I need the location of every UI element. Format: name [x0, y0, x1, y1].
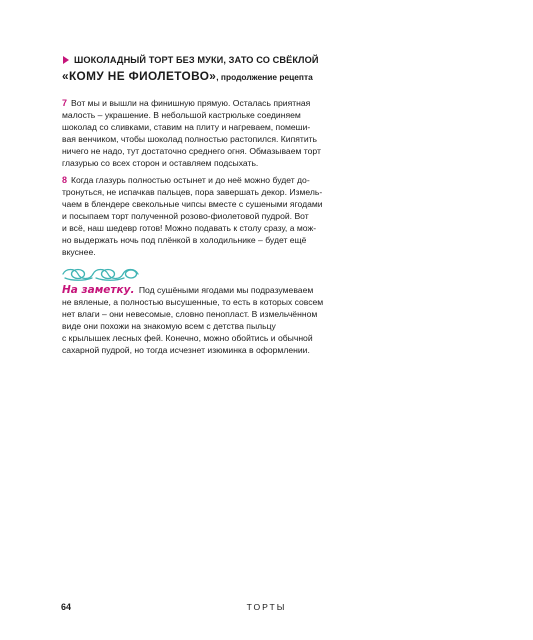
note-block [62, 284, 362, 356]
step-line: шоколад со сливками, ставим на плиту и нагреваем, помеши- [62, 122, 311, 132]
note-line: сахарной пудрой, но тогда исчезнет изюминка в оформлении. [62, 345, 310, 355]
step-number: 8 [62, 175, 68, 185]
step-line: тронуться, не испачкав пальцев, пора завершать декор. Измель- [62, 187, 323, 197]
note-line: с крылышек лесных фей. Конечно, можно обойтись и обычной [62, 333, 313, 343]
recipe-subtitle: ШОКОЛАДНЫЙ ТОРТ БЕЗ МУКИ, ЗАТО СО СВЁКЛОЙ [74, 55, 319, 65]
step-line [62, 97, 387, 109]
page-number: 64 [61, 602, 72, 612]
step-line: ничего не надо, тут достаточно среднего огня. Обмазываем торт [62, 146, 321, 156]
note-line [62, 284, 362, 296]
step-line: вкуснее. [62, 247, 96, 257]
recipe-title-row [62, 69, 482, 84]
recipe-title: «КОМУ НЕ ФИОЛЕТОВО» [62, 69, 217, 83]
recipe-steps [62, 97, 387, 263]
note-line: виде они похожи на знакомую всем с детства пыльцу [62, 321, 276, 331]
step-line: и посыпаем торт полученной розово-фиолетовой пудрой. Вот [62, 211, 309, 221]
recipe-header [62, 54, 482, 84]
step-line: глазурью со всех сторон и оставляем подсыхать. [62, 158, 259, 168]
step-line [62, 174, 387, 186]
note-line: нет влаги – они невесомые, словно пенопласт. В измельчённом [62, 309, 318, 319]
recipe-step-8 [62, 174, 387, 258]
recipe-step-7 [62, 97, 387, 169]
step-text: Вот мы и вышли на финишную прямую. Осталась приятная [71, 98, 311, 108]
note-line: не вяленые, а полностью высушенные, то есть в которых совсем [62, 297, 324, 307]
note-label: На заметку. [62, 284, 135, 296]
step-line: но выдержать ночь под плёнкой в холодильнике – будет ещё [62, 235, 307, 245]
step-line: малость – украшение. В небольшой кастрюльке соединяем [62, 110, 301, 120]
triangle-marker-icon [63, 56, 69, 64]
step-number: 7 [62, 98, 68, 108]
recipe-title-suffix: , продолжение рецепта [216, 72, 313, 82]
recipe-subtitle-row [62, 54, 482, 66]
note-text: Под сушёными ягодами мы подразумеваем [138, 285, 314, 295]
section-title: ТОРТЫ [246, 602, 287, 612]
step-line: и всё, наш шедевр готов! Можно подавать к столу сразу, а мож- [62, 223, 317, 233]
step-line: чаем в блендере свекольные чипсы вместе с сушеными ягодами [62, 199, 323, 209]
step-line: вая венчиком, чтобы шоколад полностью растопился. Кипятить [62, 134, 318, 144]
step-text: Когда глазурь полностью остынет и до неё можно будет до- [71, 175, 310, 185]
